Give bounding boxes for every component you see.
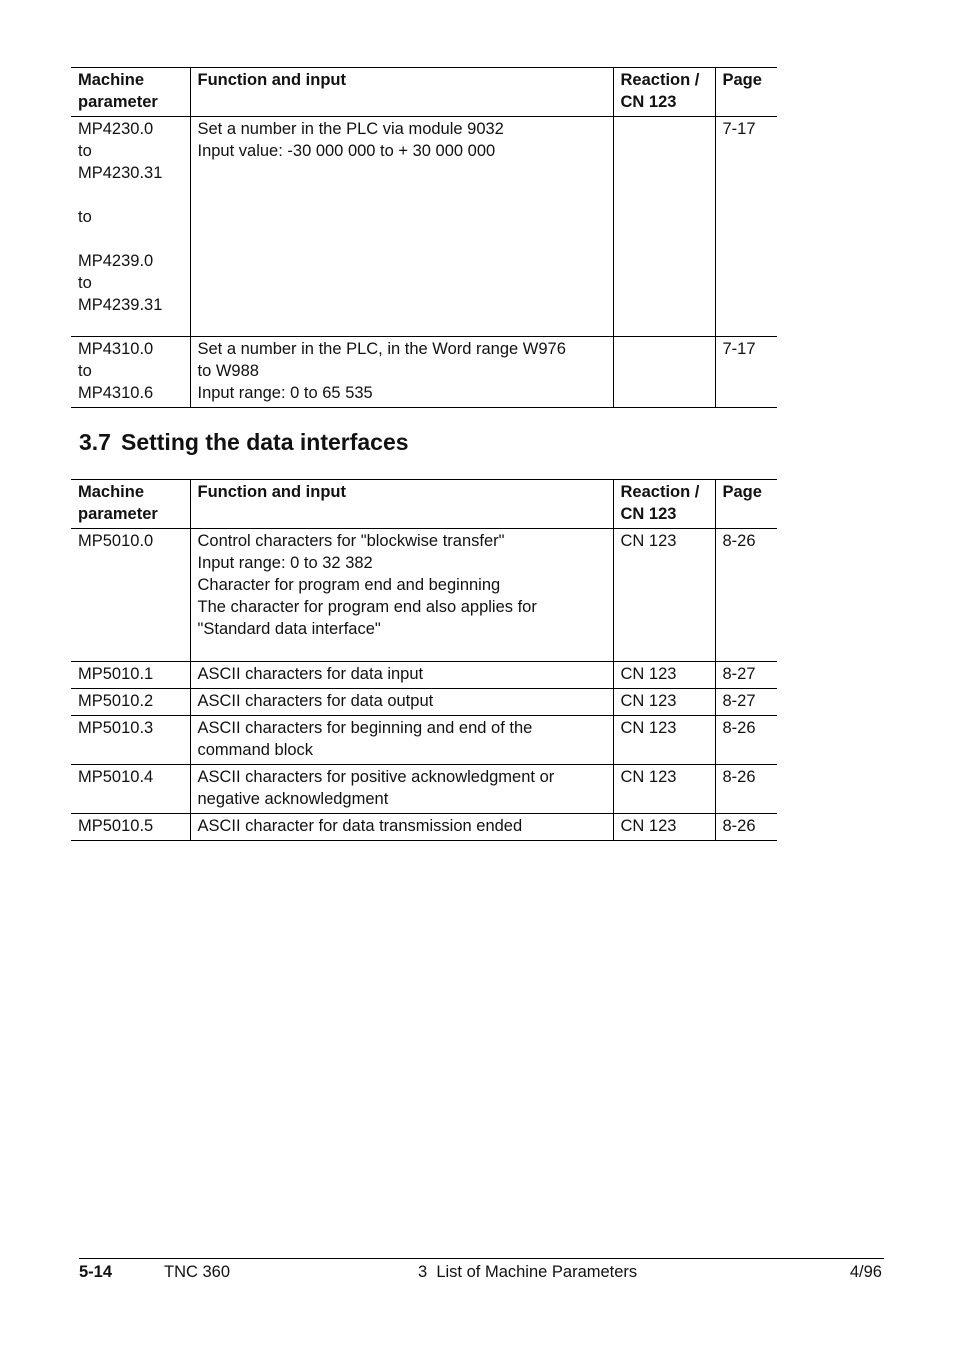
function-line: Set a number in the PLC, in the Word range W976 xyxy=(197,340,566,358)
footer-model: TNC 360 xyxy=(164,1263,231,1281)
section-title: Setting the data interfaces xyxy=(120,429,409,455)
param-line: to xyxy=(78,274,92,292)
param-cell: MP5010.2 xyxy=(71,689,190,716)
page-cell: 8-27 xyxy=(715,662,777,689)
param-line: MP4230.0 xyxy=(78,120,154,138)
page-cell: 8-26 xyxy=(715,765,777,814)
reaction-cell: CN 123 xyxy=(613,662,715,689)
function-line: ASCII characters for beginning and end of the xyxy=(197,719,533,737)
table-row xyxy=(71,814,777,841)
function-line: Input range: 0 to 32 382 xyxy=(197,554,373,572)
param-cell: MP5010.3 xyxy=(71,716,190,765)
parameter-table-data-interfaces xyxy=(71,479,777,841)
param-line: to xyxy=(78,208,92,226)
param-cell: MP5010.4 xyxy=(71,765,190,814)
header-page: Page xyxy=(715,480,777,529)
table-header-row xyxy=(71,480,777,529)
header-function-and-input: Function and input xyxy=(190,68,613,117)
function-line: Input value: -30 000 000 to + 30 000 000 xyxy=(197,142,496,160)
function-cell: ASCII character for data transmission ended xyxy=(190,814,613,841)
table-row xyxy=(71,689,777,716)
function-line: to W988 xyxy=(197,362,259,380)
page-cell: 8-26 xyxy=(715,814,777,841)
param-line: MP4310.0 xyxy=(78,340,154,358)
function-cell xyxy=(190,716,613,765)
table-row xyxy=(71,337,777,408)
page-cell: 7-17 xyxy=(715,337,777,408)
reaction-cell xyxy=(613,337,715,408)
table-row xyxy=(71,117,777,337)
function-line: negative acknowledgment xyxy=(197,790,389,808)
page-cell: 8-27 xyxy=(715,689,777,716)
function-cell xyxy=(190,337,613,408)
param-line: to xyxy=(78,142,92,160)
param-line: to xyxy=(78,362,92,380)
param-line: MP4230.31 xyxy=(78,164,163,182)
param-line xyxy=(78,228,183,250)
param-cell xyxy=(71,337,190,408)
parameter-table-plc xyxy=(71,67,777,408)
reaction-cell: CN 123 xyxy=(613,814,715,841)
header-function-and-input: Function and input xyxy=(190,480,613,529)
param-cell xyxy=(71,117,190,337)
table-row xyxy=(71,716,777,765)
table-row xyxy=(71,765,777,814)
footer-date: 4/96 xyxy=(849,1263,882,1281)
section-number: 3.7 xyxy=(79,429,111,455)
page-cell: 8-26 xyxy=(715,716,777,765)
header-machine-parameter: Machine parameter xyxy=(71,480,190,529)
table-header-row xyxy=(71,68,777,117)
function-line: Input range: 0 to 65 535 xyxy=(197,384,373,402)
function-cell xyxy=(190,529,613,662)
reaction-cell: CN 123 xyxy=(613,716,715,765)
param-cell: MP5010.0 xyxy=(71,529,190,662)
param-line: MP4239.0 xyxy=(78,252,154,270)
reaction-cell xyxy=(613,117,715,337)
table-row xyxy=(71,529,777,662)
function-line: Set a number in the PLC via module 9032 xyxy=(197,120,504,138)
param-cell: MP5010.1 xyxy=(71,662,190,689)
function-line: ASCII characters for positive acknowledgment or xyxy=(197,768,555,786)
param-line: MP4310.6 xyxy=(78,384,154,402)
table-row xyxy=(71,662,777,689)
footer-page-number: 5-14 xyxy=(79,1263,113,1281)
header-reaction: Reaction / CN 123 xyxy=(613,480,715,529)
page-cell: 7-17 xyxy=(715,117,777,337)
param-cell: MP5010.5 xyxy=(71,814,190,841)
footer-chapter: 3 List of Machine Parameters xyxy=(418,1263,638,1281)
function-cell: ASCII characters for data input xyxy=(190,662,613,689)
function-cell xyxy=(190,117,613,337)
reaction-cell: CN 123 xyxy=(613,529,715,662)
footer-divider xyxy=(79,1258,884,1259)
function-line: Character for program end and beginning xyxy=(197,576,501,594)
function-line: "Standard data interface" xyxy=(197,620,381,638)
function-line: command block xyxy=(197,741,314,759)
page-cell: 8-26 xyxy=(715,529,777,662)
header-reaction: Reaction / CN 123 xyxy=(613,68,715,117)
function-line: The character for program end also applies for xyxy=(197,598,537,616)
reaction-cell: CN 123 xyxy=(613,765,715,814)
function-cell: ASCII characters for data output xyxy=(190,689,613,716)
header-page: Page xyxy=(715,68,777,117)
reaction-cell: CN 123 xyxy=(613,689,715,716)
section-heading xyxy=(79,428,409,456)
function-line: Control characters for "blockwise transfer" xyxy=(197,532,505,550)
function-cell xyxy=(190,765,613,814)
header-machine-parameter: Machine parameter xyxy=(71,68,190,117)
param-line: MP4239.31 xyxy=(78,296,163,314)
param-line xyxy=(78,184,183,206)
